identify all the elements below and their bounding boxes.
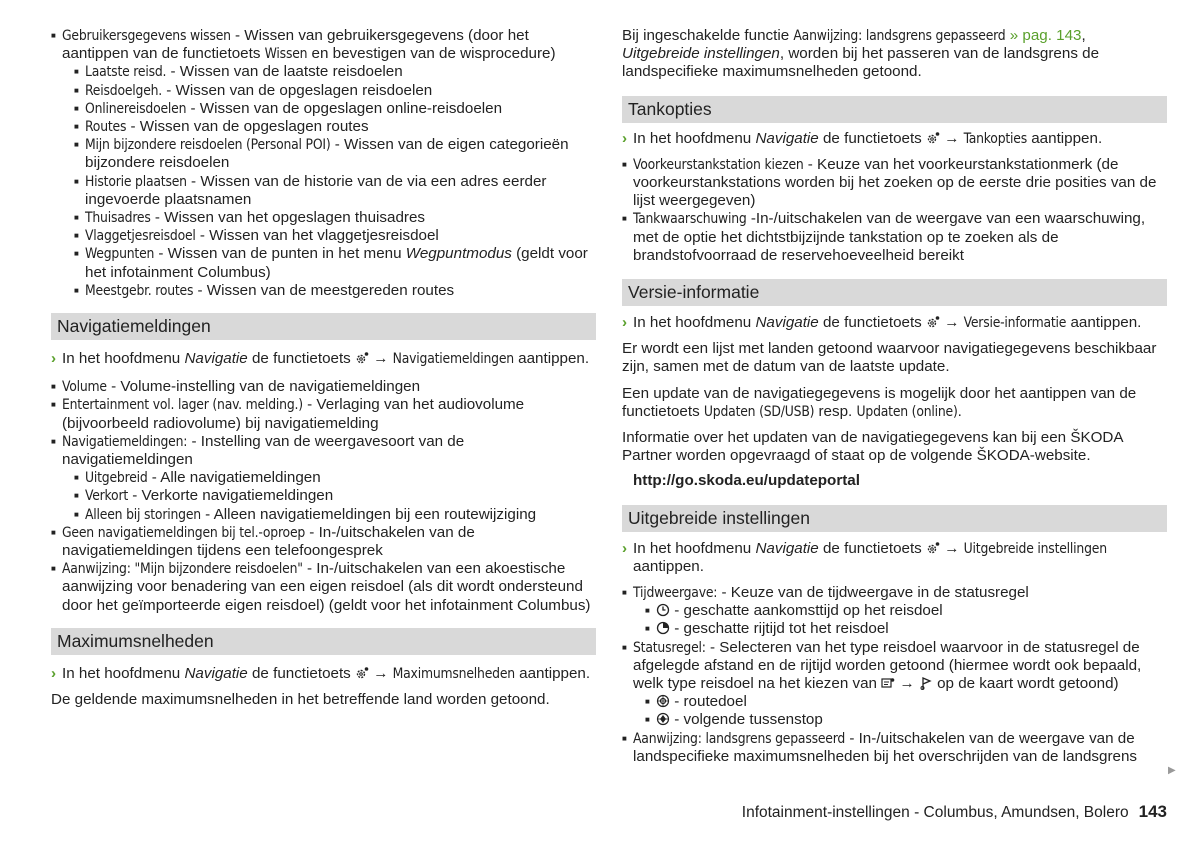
section-heading-maximumsnelheden: Maximumsnelheden <box>51 628 596 655</box>
destination-flag-icon <box>919 676 933 690</box>
paragraph: Informatie over het updaten van de navigatiegegevens kan bij een ŠKODA Partner worden opgevraagd of staat op de volgende ŠKODA-website. <box>622 429 1123 465</box>
list-item: ■ Geen navigatiemeldingen bij tel.-oproep - In-/uitschakelen van de navigatiemeldingen tijdens een telefoongesprek <box>51 524 596 560</box>
step-arrow-icon: › <box>622 539 628 557</box>
nav-messages-list <box>51 378 596 615</box>
next-waypoint-icon <box>656 712 670 726</box>
list-item: ■ Wegpunten - Wissen van de punten in het menu Wegpuntmodus (geldt voor het infotainment Columbus) <box>62 245 596 281</box>
list-item: ■ Statusregel: - Selecteren van het type reisdoel waarvoor in de statusregel de afgelegde afstand en de rijtijd worden getoond (hiermee wordt ook bepaald, welk type reisdoel na het kiezen van → op de kaart wordt getoond) ■ - routedoel ■ - volgende tussenstop <box>622 639 1167 730</box>
page-footer <box>742 803 1167 822</box>
list-item: ■ Entertainment vol. lager (nav. melding.) - Verlaging van het audiovolume (bijvoorbeeld radiovolume) bij navigatiemelding <box>51 396 596 432</box>
list-item: ■ Historie plaatsen - Wissen van de historie van de via een adres eerder ingevoerde plaatsnamen <box>62 173 596 209</box>
update-portal-link[interactable]: http://go.skoda.eu/updateportal <box>633 472 860 490</box>
instruction-step: › In het hoofdmenu Navigatie de functietoets → Versie-informatie aantippen. <box>622 314 1142 332</box>
footer-title: Infotainment-instellingen - Columbus, Amundsen, Bolero <box>741 804 1129 821</box>
list-item: ■ Tijdweergave: - Keuze van de tijdweergave in de statusregel ■ - geschatte aankomsttijd op het reisdoel ■ - geschatte rijtijd tot het reisdoel <box>622 584 1167 639</box>
settings-gear-icon <box>926 541 940 555</box>
paragraph: De geldende maximumsnelheden in het betreffende land worden getoond. <box>51 691 550 709</box>
section-heading-uitgebreide-instellingen: Uitgebreide instellingen <box>622 505 1167 532</box>
list-item: ■ Alleen bij storingen - Alleen navigatiemeldingen bij een routewijziging <box>62 506 596 524</box>
list-item: ■ Thuisadres - Wissen van het opgeslagen thuisadres <box>62 209 596 227</box>
settings-gear-icon <box>926 131 940 145</box>
section-heading-versie-informatie: Versie-informatie <box>622 279 1167 306</box>
instruction-step: › In het hoofdmenu Navigatie de functietoets → Maximumsnelheden aantippen. <box>51 664 591 682</box>
time-display-sub-list <box>633 602 1167 638</box>
list-item: ■ Routes - Wissen van de opgeslagen routes <box>62 118 596 136</box>
section-heading-navigatiemeldingen: Navigatiemeldingen <box>51 313 596 340</box>
settings-gear-icon <box>355 666 369 680</box>
list-item: ■ Volume - Volume-instelling van de navigatiemeldingen <box>51 378 596 396</box>
instruction-step: › In het hoofdmenu Navigatie de functietoets → Tankopties aantippen. <box>622 129 1103 147</box>
paragraph: Er wordt een lijst met landen getoond waarvoor navigatiegegevens beschikbaar zijn, samen met de datum van de laatste update. <box>622 340 1157 376</box>
list-item: ■ Reisdoelgeh. - Wissen van de opgeslagen reisdoelen <box>62 82 596 100</box>
list-item: ■ Verkort - Verkorte navigatiemeldingen <box>62 487 596 505</box>
list-item: ■ - geschatte rijtijd tot het reisdoel <box>633 620 1167 638</box>
list-item: ■ - routedoel <box>633 693 1167 711</box>
list-item: ■ - geschatte aankomsttijd op het reisdoel <box>633 602 1167 620</box>
section-heading-tankopties: Tankopties <box>622 96 1167 123</box>
timer-icon <box>656 621 670 635</box>
list-item: ■ Navigatiemeldingen: - Instelling van de weergavesoort van de navigatiemeldingen ■ Uitgebreid - Alle navigatiemeldingen ■ Verkort - Verkorte navigatiemeldingen ■ Alleen bij storingen - Alleen navigatiemeldingen bij een routewijziging <box>51 433 596 524</box>
list-item: ■ Tankwaarschuwing -In-/uitschakelen van de weergave van een waarschuwing, met de optie het dichtstbijzijnde tankstation op te zoeken als de brandstofvoorraad de reservehoeveelheid bereikt <box>622 210 1167 265</box>
route-destination-icon <box>656 694 670 708</box>
map-settings-icon <box>881 676 895 690</box>
page-reference-link[interactable]: » pag. 143 <box>1005 27 1082 44</box>
list-item: ■ Aanwijzing: "Mijn bijzondere reisdoelen" - In-/uitschakelen van een akoestische aanwijzing voor benadering van een eigen reisdoel (als dit wordt ondersteund door het geïmporteerde eigen reisdoel) (geldt voor het infotainment Columbus) <box>51 560 596 615</box>
step-arrow-icon: › <box>51 664 57 682</box>
next-page-triangle-icon: ▶ <box>1168 765 1176 776</box>
step-arrow-icon: › <box>51 350 57 368</box>
instruction-step: › In het hoofdmenu Navigatie de functietoets → Navigatiemeldingen aantippen. <box>51 350 590 368</box>
list-item: ■ Vlaggetjesreisdoel - Wissen van het vlaggetjesreisdoel <box>62 227 596 245</box>
tank-options-list <box>622 156 1167 265</box>
clock-icon <box>656 603 670 617</box>
step-arrow-icon: › <box>622 129 628 147</box>
list-item: ■ Onlinereisdoelen - Wissen van de opgeslagen online-reisdoelen <box>62 100 596 118</box>
status-line-sub-list <box>633 693 1167 729</box>
list-item: ■ Voorkeurstankstation kiezen - Keuze van het voorkeurstankstationmerk (de voorkeurstankstations worden bij het zoeken op de eerste drie posities van de lijst weergegeven) <box>622 156 1167 211</box>
instruction-step: › In het hoofdmenu Navigatie de functietoets → Uitgebreide instellingen aantippen. <box>622 539 1107 575</box>
settings-gear-icon <box>355 351 369 365</box>
advanced-settings-list <box>622 584 1167 766</box>
list-item: ■ Gebruikersgegevens wissen - Wissen van gebruikersgegevens (door het aantippen van de functietoets Wissen en bevestigen van de wisprocedure) ■ Laatste reisd. - Wissen van de laatste reisdoelen ■ Reisdoelgeh. - Wissen van de opgeslagen reisdoelen ■ Onlinereisdoelen - Wissen van de opgeslagen online-reisdoelen ■ Routes - Wissen van de opgeslagen routes ■ Mijn bijzondere reisdoelen (Personal POI) - Wissen van de eigen categorieën bijzondere reisdoelen ■ Historie plaatsen - Wissen van de historie van de via een adres eerder ingevoerde plaatsnamen ■ Thuisadres - Wissen van het opgeslagen thuisadres ■ Vlaggetjesreisdoel - Wissen van het vlaggetjesreisdoel ■ Wegpunten - Wissen van de punten in het menu Wegpuntmodus (geldt voor het infotainment Columbus) ■ Meestgebr. routes - Wissen van de meestgereden routes <box>51 27 596 300</box>
list-item: ■ Uitgebreid - Alle navigatiemeldingen <box>62 469 596 487</box>
list-item: ■ Aanwijzing: landsgrens gepasseerd - In-/uitschakelen van de weergave van de landspecifieke maximumsnelheden bij het overschrijden van de landsgrens <box>622 730 1167 766</box>
right-column <box>622 27 1167 766</box>
left-column <box>51 27 596 709</box>
list-item: ■ Meestgebr. routes - Wissen van de meestgereden routes <box>62 282 596 300</box>
clear-sub-list <box>62 63 596 300</box>
list-item: ■ Mijn bijzondere reisdoelen (Personal POI) - Wissen van de eigen categorieën bijzondere reisdoelen <box>62 136 596 172</box>
paragraph: Een update van de navigatiegegevens is mogelijk door het aantippen van de functietoets Updaten (SD/USB) resp. Updaten (online). <box>622 384 1137 420</box>
list-item: ■ Laatste reisd. - Wissen van de laatste reisdoelen <box>62 63 596 81</box>
settings-gear-icon <box>926 315 940 329</box>
step-arrow-icon: › <box>622 314 628 332</box>
intro-paragraph: Bij ingeschakelde functie Aanwijzing: landsgrens gepasseerd » pag. 143, Uitgebreide instellingen, worden bij het passeren van de landsgrens de landspecifieke maximumsnelheden getoond. <box>622 27 1100 81</box>
list-item: ■ - volgende tussenstop <box>633 711 1167 729</box>
nav-messages-sub-list <box>62 469 596 524</box>
page-number: 143 <box>1138 802 1167 821</box>
clear-user-data-list <box>51 27 596 300</box>
